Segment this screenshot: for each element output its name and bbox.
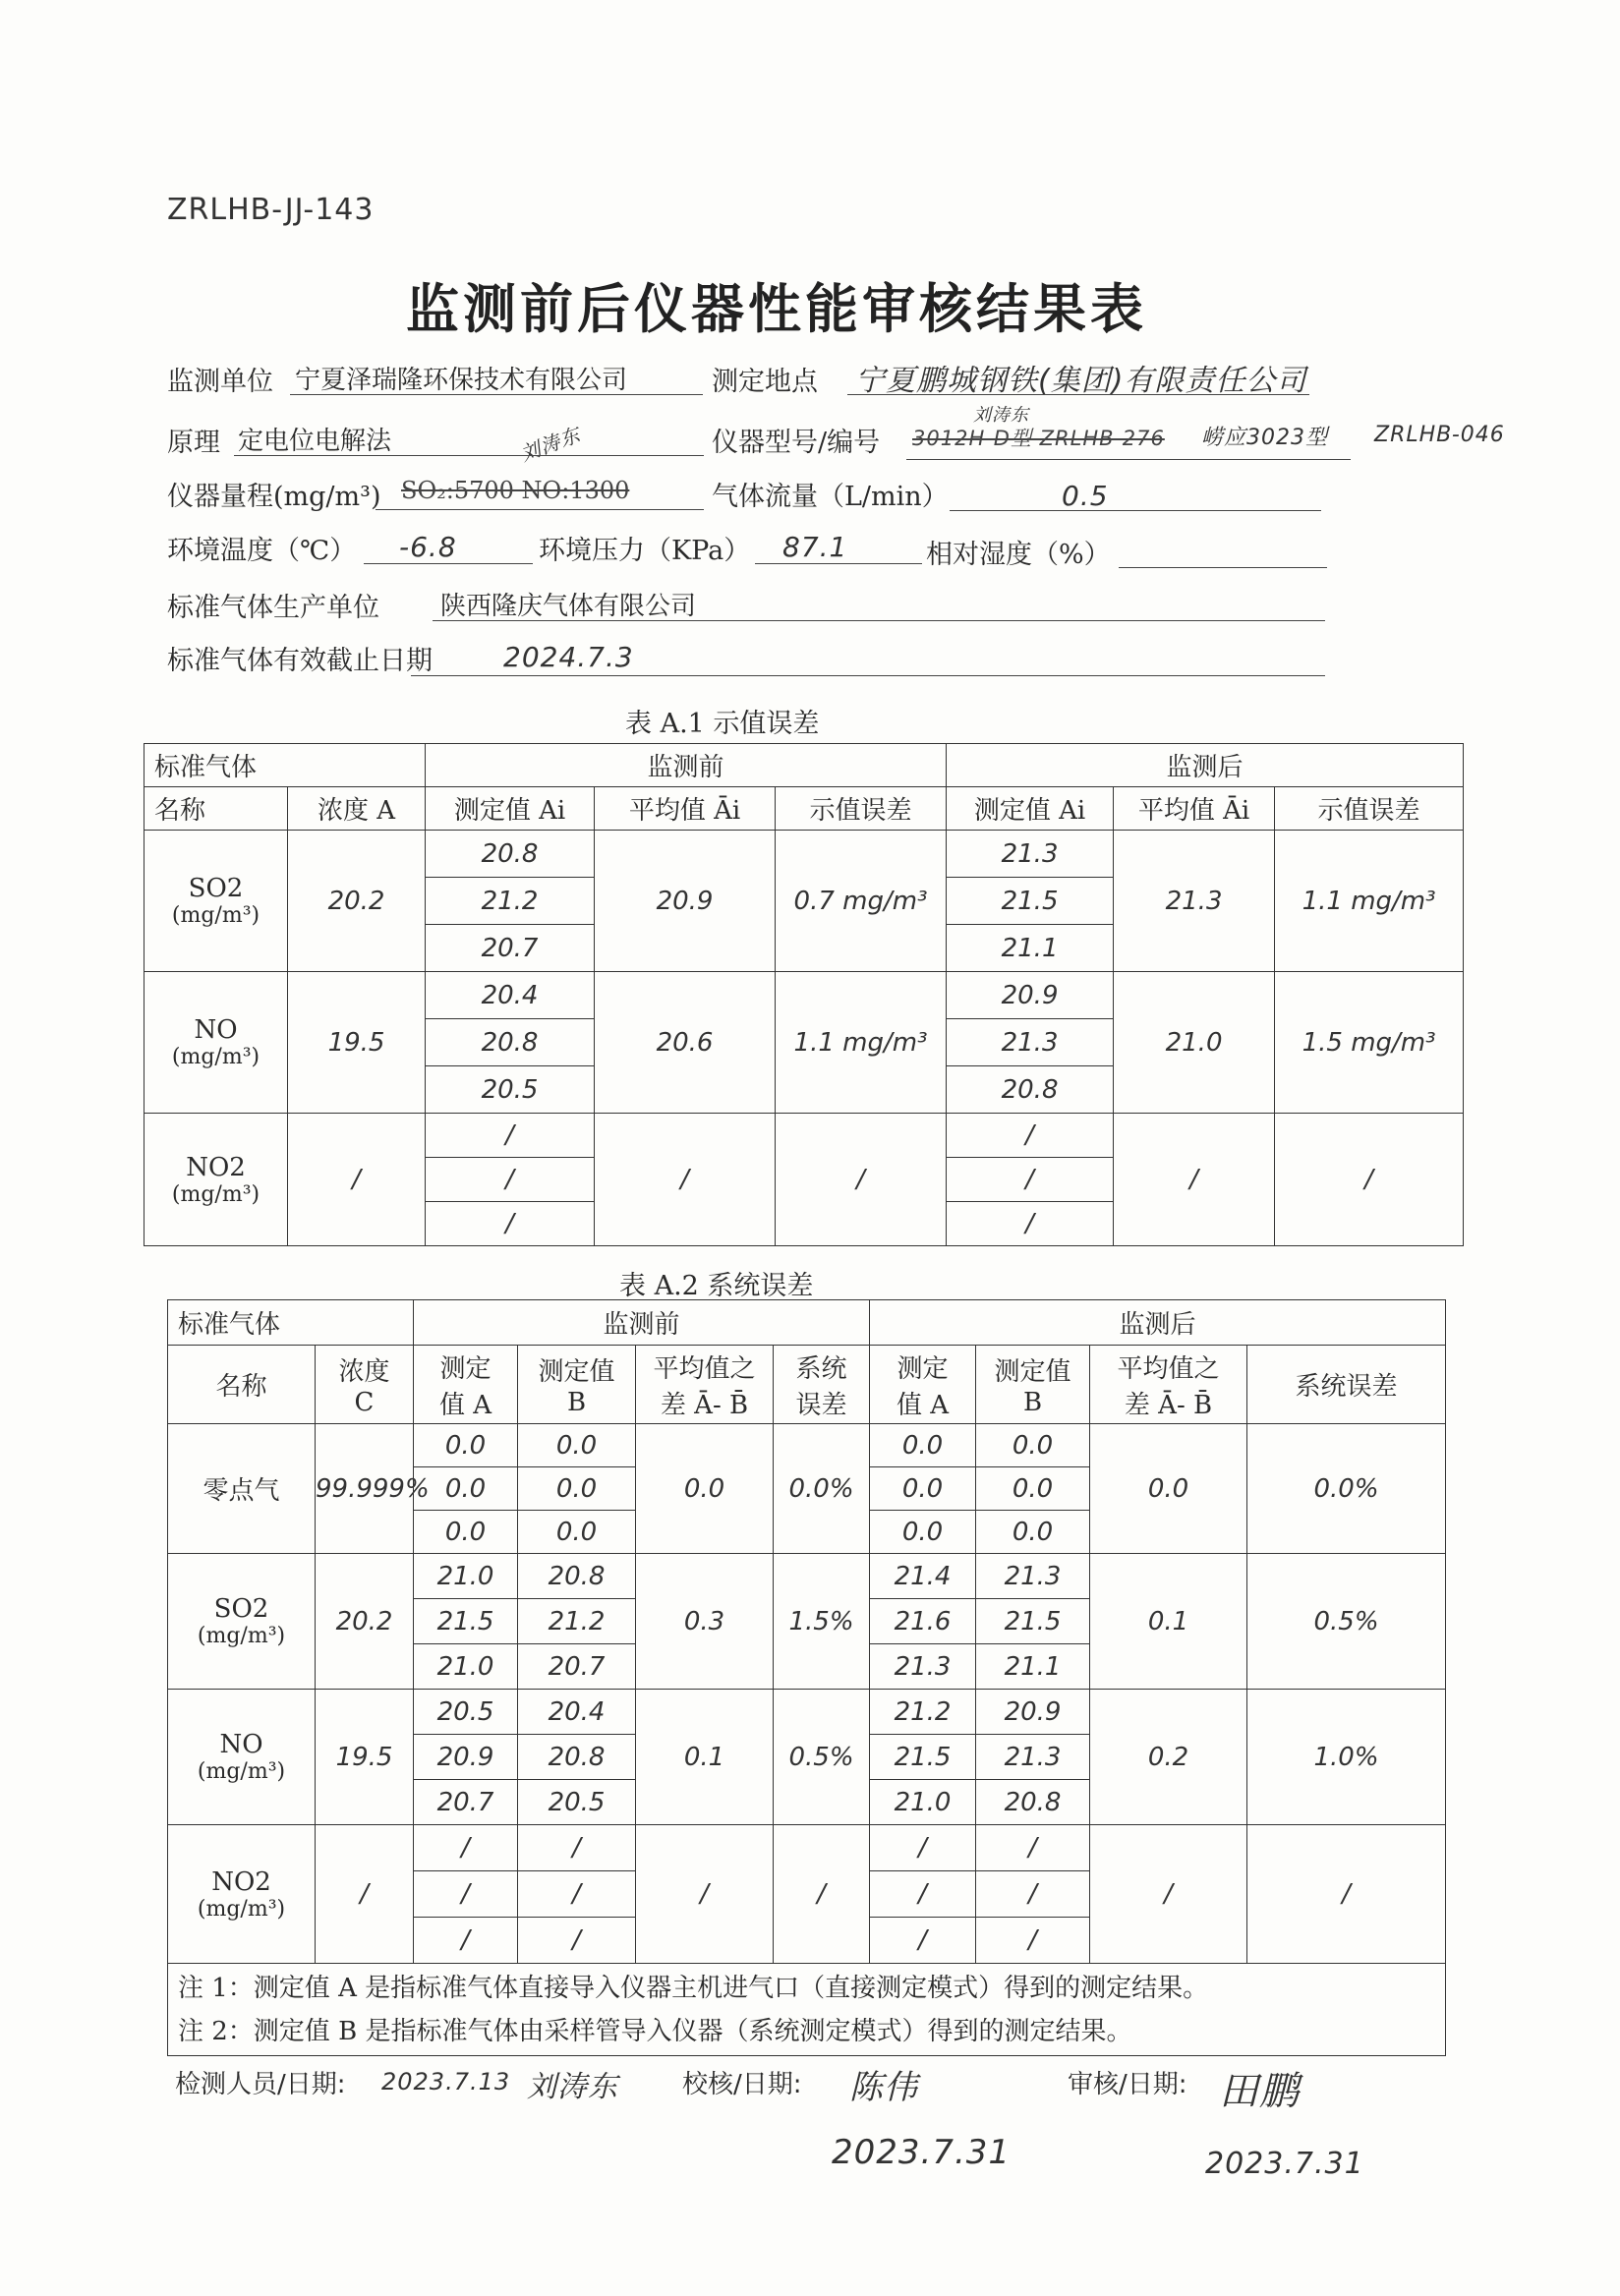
t2-header-sys-after: 系统误差 [1247, 1346, 1446, 1424]
flow-underline [950, 509, 1321, 511]
checker-date: 2023.7.31 [832, 2133, 1012, 2172]
t2-after-a: 21.3 [870, 1644, 976, 1690]
t2-header-a-before: 测定 值 A [414, 1346, 518, 1424]
pressure-label: 环境压力（KPa） [539, 536, 751, 566]
model-value-2: ZRLHB-046 [1374, 423, 1505, 447]
t2-after-err: 0.0% [1247, 1424, 1446, 1554]
model-value-1: 崂应3023型 [1201, 426, 1328, 450]
t2-before-b: 20.4 [518, 1690, 636, 1735]
temp-label: 环境温度（℃） [167, 536, 357, 566]
t2-conc: 19.5 [316, 1690, 414, 1825]
humidity-underline [1119, 566, 1327, 568]
t2-conc: 20.2 [316, 1554, 414, 1690]
t1-after-meas: 20.8 [947, 1066, 1114, 1114]
t2-after-b: 20.9 [976, 1690, 1090, 1735]
flow-label: 气体流量（L/min） [712, 482, 949, 512]
t2-header-conc: 浓度 C [316, 1346, 414, 1424]
t2-before-diff: 0.1 [636, 1690, 774, 1825]
table-row [168, 1690, 1446, 1735]
tester-date: 2023.7.13 [381, 2068, 511, 2095]
t2-before-b: 0.0 [518, 1467, 636, 1511]
table-row [145, 1114, 1464, 1158]
t2-after-a: 21.6 [870, 1599, 976, 1644]
model-initials: 刘涛东 [973, 405, 1029, 426]
t1-header-err-after: 示值误差 [1275, 787, 1464, 831]
t1-after-meas: / [947, 1158, 1114, 1202]
t2-conc: 99.999% [316, 1424, 414, 1554]
t1-header-std: 标准气体 [145, 744, 426, 787]
gas-maker-value: 陕西隆庆气体有限公司 [440, 592, 697, 621]
note-1: 注 1：测定值 A 是指标准气体直接导入仪器主机进气口（直接测定模式）得到的测定结果。 [178, 1973, 1209, 2003]
t2-after-b: 21.3 [976, 1735, 1090, 1780]
site-value: 宁夏鹏城钢铁(集团)有限责任公司 [855, 364, 1307, 398]
t2-conc: / [316, 1825, 414, 1964]
t2-before-b: / [518, 1871, 636, 1918]
t2-header-after: 监测后 [870, 1300, 1446, 1346]
t1-before-meas: 21.2 [426, 878, 595, 925]
t1-header-name: 名称 [145, 787, 288, 831]
t2-after-a: 21.0 [870, 1780, 976, 1825]
t2-before-err: 0.0% [774, 1424, 870, 1554]
t1-after-err: / [1275, 1114, 1464, 1246]
t1-before-avg: 20.9 [595, 831, 776, 972]
reviewer-date: 2023.7.31 [1205, 2147, 1364, 2181]
tester-signature: 刘涛东 [527, 2070, 618, 2104]
temp-value: -6.8 [399, 531, 457, 563]
t2-before-a: 21.0 [414, 1644, 518, 1690]
t2-before-b: 20.5 [518, 1780, 636, 1825]
t1-after-meas: / [947, 1114, 1114, 1158]
t2-notes [168, 1964, 1446, 2056]
t2-before-a: 21.0 [414, 1554, 518, 1599]
t1-conc: 19.5 [288, 972, 426, 1114]
gas-maker-label: 标准气体生产单位 [167, 593, 379, 623]
t2-before-a: 0.0 [414, 1467, 518, 1511]
t2-after-b: 0.0 [976, 1511, 1090, 1554]
table-row [145, 831, 1464, 878]
t2-before-a: 20.5 [414, 1690, 518, 1735]
expiry-label: 标准气体有效截止日期 [167, 646, 433, 676]
t2-after-a: 21.2 [870, 1690, 976, 1735]
t1-after-meas: 21.3 [947, 1019, 1114, 1066]
t1-before-meas: 20.8 [426, 831, 595, 878]
t2-header-name: 名称 [168, 1346, 316, 1424]
t1-header-meas-before: 测定值 Ai [426, 787, 595, 831]
range-label: 仪器量程(mg/m³) [167, 482, 381, 512]
t1-header-conc: 浓度 A [288, 787, 426, 831]
t2-after-b: / [976, 1871, 1090, 1918]
t1-before-meas: 20.8 [426, 1019, 595, 1066]
t2-after-a: 21.4 [870, 1554, 976, 1599]
t2-before-a: 0.0 [414, 1511, 518, 1554]
t2-before-b: 0.0 [518, 1511, 636, 1554]
temp-underline [364, 562, 533, 564]
t2-after-err: 1.0% [1247, 1690, 1446, 1825]
t2-before-b: 20.8 [518, 1554, 636, 1599]
reviewer-label: 审核/日期: [1068, 2070, 1187, 2099]
principle-initials: 刘涛东 [517, 422, 584, 466]
t2-header-avg-before: 平均值之 差 Ā- B̄ [636, 1346, 774, 1424]
t1-conc: / [288, 1114, 426, 1246]
t2-gas-name: NO2 (mg/m³) [168, 1825, 316, 1964]
t2-before-a: 21.5 [414, 1599, 518, 1644]
t1-after-meas: 20.9 [947, 972, 1114, 1019]
t1-header-after: 监测后 [947, 744, 1464, 787]
t2-before-diff: 0.3 [636, 1554, 774, 1690]
t2-after-b: 21.3 [976, 1554, 1090, 1599]
t1-after-avg: / [1114, 1114, 1275, 1246]
t1-after-meas: 21.1 [947, 925, 1114, 972]
t2-before-a: 20.9 [414, 1735, 518, 1780]
t2-after-b: 0.0 [976, 1467, 1090, 1511]
t1-after-err: 1.1 mg/m³ [1275, 831, 1464, 972]
t2-gas-name: NO (mg/m³) [168, 1690, 316, 1825]
range-underline [376, 508, 704, 510]
tester-label: 检测人员/日期: [175, 2070, 346, 2099]
t2-after-a: / [870, 1825, 976, 1871]
principle-value: 定电位电解法 [238, 427, 392, 456]
table2-caption: 表 A.2 系统误差 [619, 1271, 814, 1301]
t1-header-avg-before: 平均值 Āi [595, 787, 776, 831]
t1-gas-name: SO2 (mg/m³) [145, 831, 288, 972]
t2-after-diff: / [1090, 1825, 1247, 1964]
t2-before-diff: 0.0 [636, 1424, 774, 1554]
t2-after-b: 21.5 [976, 1599, 1090, 1644]
table-row [168, 1825, 1446, 1871]
t2-before-err: 0.5% [774, 1690, 870, 1825]
t2-after-err: / [1247, 1825, 1446, 1964]
t2-header-std: 标准气体 [168, 1300, 414, 1346]
t1-before-avg: / [595, 1114, 776, 1246]
table-system-error [167, 1299, 1446, 2056]
t2-after-b: / [976, 1918, 1090, 1964]
principle-underline [234, 454, 704, 456]
t2-after-a: 21.5 [870, 1735, 976, 1780]
t1-header-avg-after: 平均值 Āi [1114, 787, 1275, 831]
table-row [145, 972, 1464, 1019]
humidity-label: 相对湿度（%） [926, 540, 1111, 570]
t1-after-meas: / [947, 1202, 1114, 1246]
t2-before-err: / [774, 1825, 870, 1964]
t1-before-meas: / [426, 1202, 595, 1246]
pressure-value: 87.1 [782, 531, 848, 563]
t2-after-b: / [976, 1825, 1090, 1871]
t2-header-a-after: 测定 值 A [870, 1346, 976, 1424]
table-row [168, 1424, 1446, 1467]
t2-after-diff: 0.2 [1090, 1690, 1247, 1825]
t1-header-err-before: 示值误差 [776, 787, 947, 831]
t2-after-a: / [870, 1871, 976, 1918]
t2-after-a: 0.0 [870, 1424, 976, 1467]
model-value-struck: 3012H-D型 ZRLHB-276 [912, 427, 1165, 450]
note-2: 注 2：测定值 B 是指标准气体由采样管导入仪器（系统测定模式）得到的测定结果。 [178, 2016, 1132, 2046]
t2-before-a: / [414, 1871, 518, 1918]
unit-value: 宁夏泽瑞隆环保技术有限公司 [295, 366, 628, 395]
t1-before-err: 0.7 mg/m³ [776, 831, 947, 972]
table1-caption: 表 A.1 示值误差 [625, 709, 820, 739]
t2-before-a: / [414, 1918, 518, 1964]
expiry-underline [411, 674, 1325, 676]
t2-header-b-before: 测定值 B [518, 1346, 636, 1424]
t1-before-err: / [776, 1114, 947, 1246]
t2-before-err: 1.5% [774, 1554, 870, 1690]
t1-after-avg: 21.0 [1114, 972, 1275, 1114]
t1-before-err: 1.1 mg/m³ [776, 972, 947, 1114]
model-underline [906, 458, 1351, 460]
t1-before-meas: 20.4 [426, 972, 595, 1019]
t2-after-diff: 0.1 [1090, 1554, 1247, 1690]
t1-before-meas: / [426, 1158, 595, 1202]
t1-before-meas: 20.7 [426, 925, 595, 972]
t2-header-before: 监测前 [414, 1300, 870, 1346]
t2-after-err: 0.5% [1247, 1554, 1446, 1690]
t2-header-avg-after: 平均值之 差 Ā- B̄ [1090, 1346, 1247, 1424]
t1-header-before: 监测前 [426, 744, 947, 787]
t1-gas-name: NO2 (mg/m³) [145, 1114, 288, 1246]
t2-before-b: / [518, 1918, 636, 1964]
t2-after-b: 20.8 [976, 1780, 1090, 1825]
t2-after-a: / [870, 1918, 976, 1964]
t1-conc: 20.2 [288, 831, 426, 972]
model-label: 仪器型号/编号 [712, 428, 881, 458]
t2-before-diff: / [636, 1825, 774, 1964]
table-display-error [144, 743, 1464, 1246]
checker-signature: 陈伟 [849, 2068, 918, 2107]
t2-after-b: 0.0 [976, 1424, 1090, 1467]
site-underline [847, 393, 1309, 395]
t1-before-meas: / [426, 1114, 595, 1158]
unit-underline [290, 393, 703, 395]
t2-after-a: 0.0 [870, 1467, 976, 1511]
reviewer-signature: 田鹏 [1219, 2069, 1300, 2114]
t2-before-b: / [518, 1825, 636, 1871]
t2-before-b: 20.7 [518, 1644, 636, 1690]
t2-after-a: 0.0 [870, 1511, 976, 1554]
t2-header-b-after: 测定值 B [976, 1346, 1090, 1424]
t1-after-avg: 21.3 [1114, 831, 1275, 972]
t1-gas-name: NO (mg/m³) [145, 972, 288, 1114]
t2-before-b: 21.2 [518, 1599, 636, 1644]
t2-before-b: 20.8 [518, 1735, 636, 1780]
t1-after-err: 1.5 mg/m³ [1275, 972, 1464, 1114]
t2-after-diff: 0.0 [1090, 1424, 1247, 1554]
table-row [168, 1554, 1446, 1599]
pressure-underline [755, 562, 922, 564]
expiry-value: 2024.7.3 [503, 641, 634, 673]
t1-before-meas: 20.5 [426, 1066, 595, 1114]
principle-label: 原理 [167, 428, 220, 458]
range-value-struck: SO₂:5700 NO:1300 [401, 477, 630, 504]
t1-before-avg: 20.6 [595, 972, 776, 1114]
t2-after-b: 21.1 [976, 1644, 1090, 1690]
t2-before-a: / [414, 1825, 518, 1871]
site-label: 测定地点 [712, 367, 818, 397]
t2-gas-name: 零点气 [168, 1424, 316, 1554]
gas-maker-underline [433, 619, 1325, 621]
checker-label: 校核/日期: [682, 2070, 802, 2099]
t1-header-meas-after: 测定值 Ai [947, 787, 1114, 831]
t2-gas-name: SO2 (mg/m³) [168, 1554, 316, 1690]
t2-before-b: 0.0 [518, 1424, 636, 1467]
document-code: ZRLHB-JJ-143 [167, 193, 375, 227]
t2-before-a: 0.0 [414, 1424, 518, 1467]
t1-after-meas: 21.3 [947, 831, 1114, 878]
t2-header-sys-before: 系统 误差 [774, 1346, 870, 1424]
flow-value: 0.5 [1062, 480, 1109, 512]
t2-before-a: 20.7 [414, 1780, 518, 1825]
page-title: 监测前后仪器性能审核结果表 [406, 278, 1147, 340]
t1-after-meas: 21.5 [947, 878, 1114, 925]
unit-label: 监测单位 [167, 367, 273, 397]
